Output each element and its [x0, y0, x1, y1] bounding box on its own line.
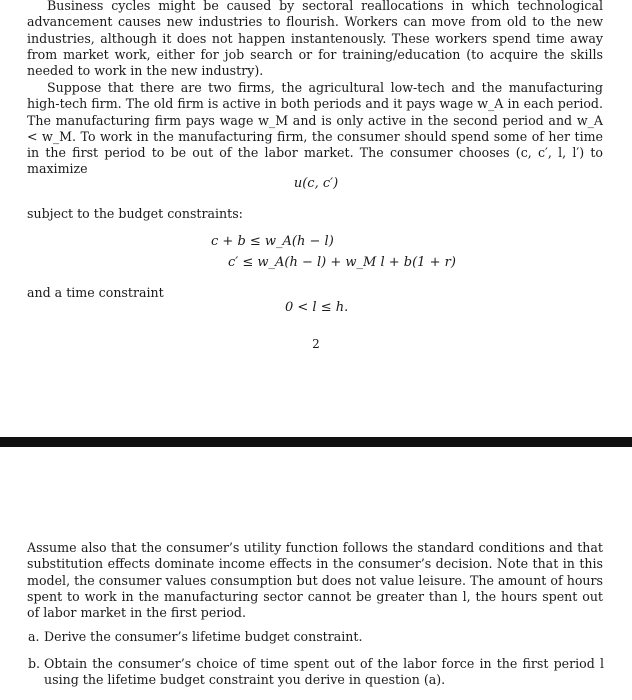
budget-constraints-label: subject to the budget constraints: — [27, 206, 243, 221]
question-b-text: Obtain the consumer’s choice of time spent out of the labor force in the first period l using the lifetime budget constraint you derive in question (a). — [44, 656, 604, 688]
budget-constraint-2: c′ ≤ w_A(h − l) + w_M l + b(1 + r) — [228, 255, 456, 270]
question-a-text: Derive the consumer’s lifetime budget constraint. — [44, 629, 363, 644]
page-divider — [0, 437, 632, 447]
assumption-paragraph: Assume also that the consumer’s utility function follows the standard conditions and that substitution effects dominate income effects in the consumer’s decision. Note that in this model, the consumer values consumption but does not value leisure. The amount of hours spent to work in the manufacturing sector cannot be greater than l, the hours spent out of labor market in the first period. — [27, 540, 603, 621]
budget-constraint-1: c + b ≤ w_A(h − l) — [211, 234, 334, 249]
question-b — [28, 656, 604, 689]
question-b-tag: b. — [28, 656, 41, 671]
intro-paragraph: Business cycles might be caused by sectoral reallocations in which technological advancement causes new industries to flourish. Workers can move from old to the new industries, although it does not happen instantenously. These workers spend time away from market work, either for job search or for training/education (to acquire the skills needed to work in the new industry). — [27, 0, 603, 79]
time-constraint-label: and a time constraint — [27, 285, 164, 300]
question-a-tag: a. — [28, 629, 40, 644]
time-constraint: 0 < l ≤ h. — [285, 300, 349, 315]
objective-function: u(c, c′) — [293, 176, 339, 191]
question-a — [28, 629, 604, 645]
model-paragraph: Suppose that there are two firms, the agricultural low-tech and the manufacturing high-tech firm. The old firm is active in both periods and it pays wage w_A in each period. The manufacturing firm pays wage w_M and is only active in the second period and w_A < w_M. To work in the manufacturing firm, the consumer should spend some of her time in the first period to be out of the labor market. The consumer chooses (c, c′, l, l′) to maximize — [27, 80, 603, 177]
page-number: 2 — [312, 337, 320, 351]
